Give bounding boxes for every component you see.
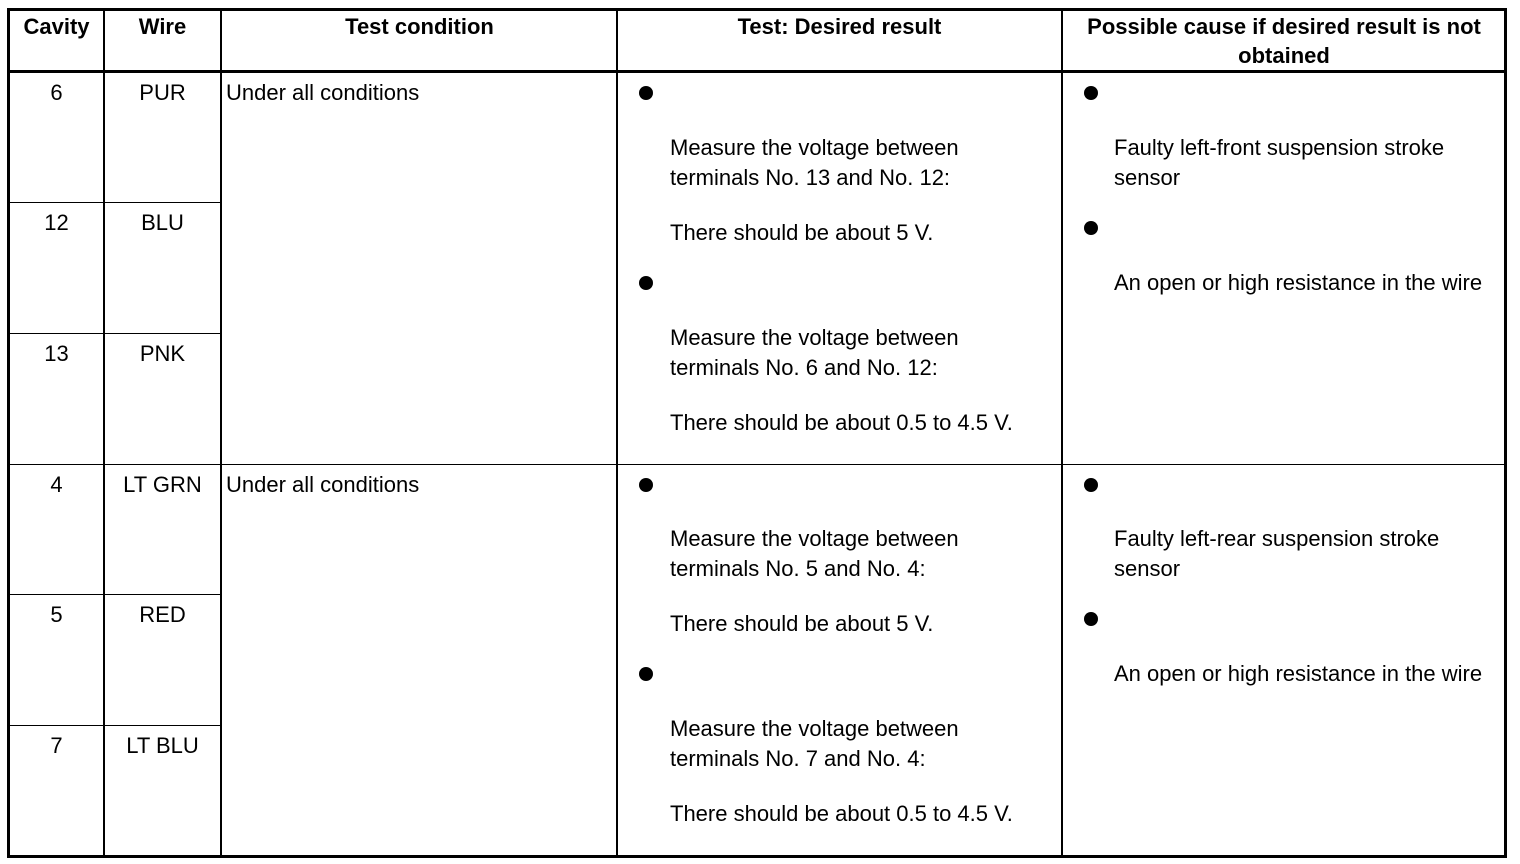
cavity-cell: 13 bbox=[44, 341, 69, 366]
header-wire: Wire bbox=[138, 14, 187, 39]
group-divider bbox=[7, 464, 1507, 465]
wire-cell: PNK bbox=[139, 341, 186, 366]
bullet-icon bbox=[1084, 612, 1098, 626]
col-divider bbox=[1061, 8, 1063, 858]
bullet-icon bbox=[639, 667, 653, 681]
row-divider bbox=[7, 594, 221, 595]
cavity-cell: 12 bbox=[44, 210, 69, 235]
cavity-cell: 5 bbox=[50, 602, 63, 627]
cavity-cell: 4 bbox=[50, 472, 63, 497]
result-expect: There should be about 0.5 to 4.5 V. bbox=[670, 801, 1013, 826]
cause-text: Faulty left-front suspension stroke sensor bbox=[1114, 135, 1445, 190]
result-text: Measure the voltage between terminals No. 5 and No. 4: bbox=[670, 526, 959, 581]
header-possible-cause: Possible cause if desired result is not obtained bbox=[1087, 14, 1481, 68]
row-divider bbox=[7, 725, 221, 726]
result-expect: There should be about 0.5 to 4.5 V. bbox=[670, 410, 1013, 435]
cavity-cell: 6 bbox=[50, 80, 63, 105]
row-divider bbox=[7, 333, 221, 334]
bullet-icon bbox=[1084, 221, 1098, 235]
wire-cell: RED bbox=[139, 602, 186, 627]
result-text: Measure the voltage between terminals No. 13 and No. 12: bbox=[670, 135, 959, 190]
bullet-icon bbox=[1084, 86, 1098, 100]
bullet-icon bbox=[639, 86, 653, 100]
test-condition-cell: Under all conditions bbox=[226, 472, 420, 497]
cause-text: An open or high resistance in the wire bbox=[1114, 270, 1483, 295]
bullet-icon bbox=[1084, 478, 1098, 492]
header-cavity: Cavity bbox=[23, 14, 90, 39]
cause-text: Faulty left-rear suspension stroke sensor bbox=[1114, 526, 1440, 581]
wire-cell: PUR bbox=[139, 80, 186, 105]
result-expect: There should be about 5 V. bbox=[670, 220, 934, 245]
header-desired-result: Test: Desired result bbox=[737, 14, 942, 39]
cavity-cell: 7 bbox=[50, 733, 63, 758]
wire-cell: BLU bbox=[141, 210, 184, 235]
wire-cell: LT BLU bbox=[126, 733, 199, 758]
bullet-icon bbox=[639, 478, 653, 492]
bullet-icon bbox=[639, 276, 653, 290]
result-text: Measure the voltage between terminals No. 7 and No. 4: bbox=[670, 716, 959, 771]
wire-cell: LT GRN bbox=[123, 472, 202, 497]
col-divider bbox=[616, 8, 618, 858]
result-text: Measure the voltage between terminals No. 6 and No. 12: bbox=[670, 325, 959, 380]
header-test-condition: Test condition bbox=[345, 14, 494, 39]
cause-text: An open or high resistance in the wire bbox=[1114, 661, 1483, 686]
header-divider bbox=[7, 70, 1507, 73]
test-condition-cell: Under all conditions bbox=[226, 80, 420, 105]
row-divider bbox=[7, 202, 221, 203]
result-expect: There should be about 5 V. bbox=[670, 611, 934, 636]
